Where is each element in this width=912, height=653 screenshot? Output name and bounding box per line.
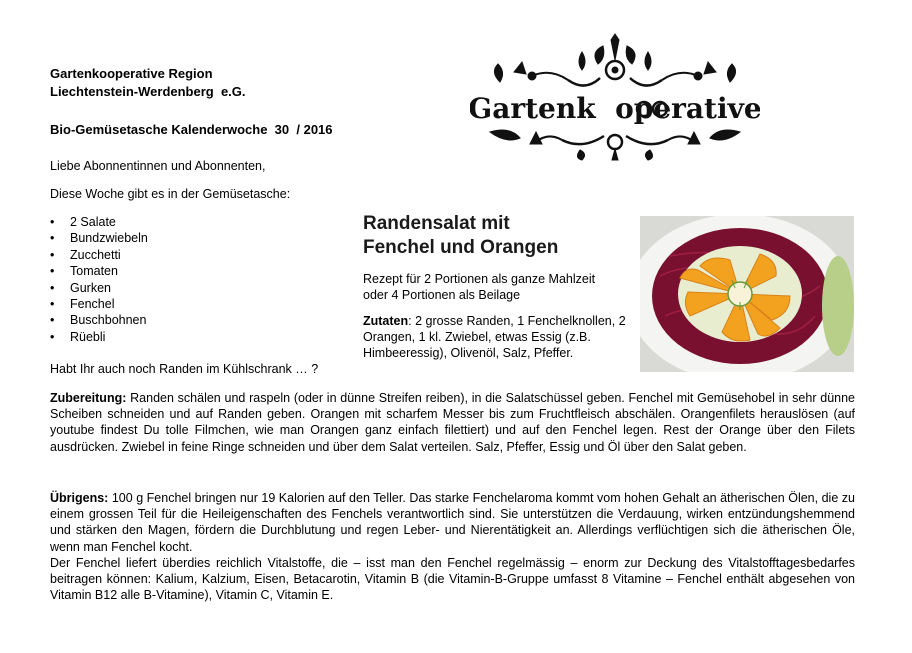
portion-line-1: Rezept für 2 Portionen als ganze Mahlzeit [363,272,596,286]
preparation-paragraph [50,390,855,455]
salad-image-icon [640,216,854,372]
ingredients-label: Zutaten [363,314,409,328]
note-text-1: 100 g Fenchel bringen nur 19 Kalorien auf den Teller. Das starke Fenchelaroma kommt vom hohen Gehalt an ätherischen Ölen, die zu einem grossen Teil für die Heileigenschaften des Fenchels verantwortlich sind. Sie unterstützen die Verdauung, wirken entzündungshemmend und stärken den Magen, fördern die Durchblutung und regen Leber- und Nierentätigkeit an. Allerdings verflüchtigen sich die ätherischen Öle, wenn man Fenchel kocht. [50,491,855,554]
list-item: • Bundzwiebeln [50,230,148,246]
ingredients-text: : 2 grosse Randen, 1 Fenchelknollen, 2 Orangen, 1 kl. Zwiebel, etwas Essig (z.B. Himbeeressig), Olivenöl, Salz, Pfeffer. [363,314,626,360]
gartenkooperative-logo [470,32,760,162]
organization-name [50,65,246,101]
list-item: • Gurken [50,280,148,296]
salad-photo [640,216,854,372]
greeting: Liebe Abonnentinnen und Abonnenten, [50,159,266,173]
note-label: Übrigens: [50,491,109,505]
fennel-note-paragraph-1 [50,490,855,555]
list-item: • Zucchetti [50,247,148,263]
logo-ornament-icon [470,32,760,162]
org-line-2: Liechtenstein-Werdenberg e.G. [50,84,246,99]
ingredients [363,313,633,361]
note-text-2: Der Fenchel liefert überdies reichlich Vitalstoffe, die – isst man den Fenchel regelmässig – enorm zur Deckung des Vitalstofftagesbedarfes beitragen können: Kalium, Kalzium, Eisen, Betacarotin, Vitamin B (die Vitamin-B-Gruppe umfasst 8 Vitamine – Fenchel enthält abgesehen von Vitamin B12 alle B-Vitamine), Vitamin C, Vitamin E. [50,555,855,603]
recipe-title-line-2: Fenchel und Orangen [363,237,559,258]
question-text: Habt Ihr auch noch Randen im Kühlschrank … ? [50,362,319,376]
vegetable-list [50,214,148,345]
preparation-label: Zubereitung: [50,391,127,405]
list-item: • Fenchel [50,296,148,312]
list-item: • Buschbohnen [50,312,148,328]
logo-text: Gartenk operative [470,92,760,125]
preparation-text: Randen schälen und raspeln (oder in dünne Streifen reiben), in die Salatschüssel geben. Fenchel mit Gemüsehobel in sehr dünne Scheiben schneiden und auf Randen geben. Orangen mit scharfem Messer bis zum Fruchtfleisch abschälen. Orangenfilets herauslösen (auf youtube findest Du tolle Filmchen, wie man Orangen ganz einfach filettiert) und auf den Fenchel legen. Rest der Orange über den Filets ausdrücken. Zwiebel in feine Ringe schneiden und über dem Salat verteilen. Salz, Pfeffer, Essig und Öl über den Salat geben. [50,391,855,454]
week-title: Bio-Gemüsetasche Kalenderwoche 30 / 2016 [50,122,333,137]
list-item: • Tomaten [50,263,148,279]
recipe-title [363,212,558,260]
recipe-title-line-1: Randensalat mit [363,213,510,234]
org-line-1: Gartenkooperative Region [50,66,213,81]
fennel-note [50,490,855,603]
intro-text: Diese Woche gibt es in der Gemüsetasche: [50,187,291,201]
list-item: • Rüebli [50,329,148,345]
portion-line-2: oder 4 Portionen als Beilage [363,288,521,302]
list-item: • 2 Salate [50,214,148,230]
portion-info [363,271,633,303]
